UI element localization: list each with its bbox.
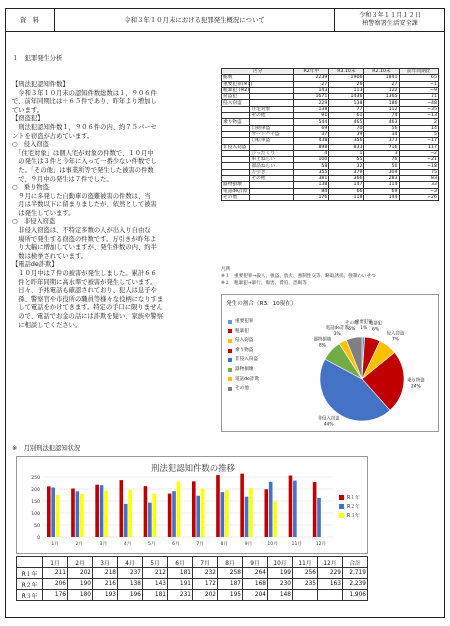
monthly-cell xyxy=(318,590,343,601)
table-cell: 重要犯罪(※1) xyxy=(223,81,253,87)
monthly-header: 8月 xyxy=(218,557,243,568)
bar xyxy=(289,476,293,537)
table-cell: 69 xyxy=(364,188,399,194)
table-cell: 75 xyxy=(399,169,438,175)
monthly-cell: 168 xyxy=(243,579,268,590)
monthly-cell: 199 xyxy=(268,568,293,579)
body-line: 刑法犯認知件数１，９０６件の内、約７５パーセ xyxy=(12,123,157,131)
monthly-header: 3月 xyxy=(93,557,118,568)
bar xyxy=(120,480,124,537)
bar-legend-swatch xyxy=(339,495,344,500)
body-line: 非侵入窃盗は、不特定多数の人が出入り自由な xyxy=(12,227,151,235)
pie-title: 発生の割合（R3．10現在） xyxy=(226,301,297,307)
body-line: で、前年同期比は＋６５件であり、昨年より増加し xyxy=(12,98,157,106)
table-header: R2.10末 xyxy=(364,69,399,75)
table-cell: 366 xyxy=(329,176,364,182)
monthly-header: 6月 xyxy=(168,557,193,568)
monthly-cell: 202 xyxy=(193,590,218,601)
x-tick: 11月 xyxy=(291,542,302,547)
monthly-cell: R２年 xyxy=(17,579,43,590)
pie-value: 8% xyxy=(318,343,326,349)
table-cell: 侵入窃盗 xyxy=(222,100,250,106)
monthly-cell: 258 xyxy=(218,568,243,579)
table-cell: 304 xyxy=(364,169,399,175)
bar xyxy=(168,494,172,537)
pie-value: 7% xyxy=(391,337,399,343)
body-line: は発生しています。 xyxy=(12,209,75,217)
body-line: 「住宅対象」は個人宅が対象の件数で、１０月中 xyxy=(12,149,154,157)
monthly-header: 12月 xyxy=(318,557,343,568)
pie-label: 乗り物盗 xyxy=(407,378,425,384)
table-cell: 381 xyxy=(294,176,329,182)
bar xyxy=(216,475,220,537)
pie-legend-item: 乗り物盗 xyxy=(228,346,259,356)
body-line: り大幅に増加していますが、発生件数の内、約半 xyxy=(12,244,157,252)
table-cell: 898 xyxy=(294,144,329,150)
bar-legend-label: R３年 xyxy=(347,514,360,519)
x-tick: 12月 xyxy=(315,542,327,547)
table-cell: 14 xyxy=(399,125,438,131)
pie-chart xyxy=(222,295,440,433)
monthly-header: 2月 xyxy=(68,557,93,568)
table-cell: 74 xyxy=(364,113,399,119)
table-cell: −17 xyxy=(399,138,438,144)
bar xyxy=(269,482,273,537)
monthly-header: 4月 xyxy=(118,557,143,568)
body-line: して電話をかけてきます。特定の手口に限りません xyxy=(12,304,163,312)
table-cell: 176 xyxy=(294,194,329,200)
table-notes xyxy=(221,266,376,287)
bar xyxy=(80,494,84,537)
y-tick: 100 xyxy=(31,512,40,517)
body-line: 令和３年１０月末の認知件数総数は１，９０６件 xyxy=(12,89,157,97)
table-cell: 自転車盗 xyxy=(250,138,294,144)
table-cell: 車上ねらい xyxy=(250,157,294,163)
pie-legend-item: その他 xyxy=(228,384,259,394)
monthly-header: 5月 xyxy=(143,557,168,568)
table-cell: −21 xyxy=(399,157,438,163)
bar xyxy=(273,501,277,537)
table-cell: −13 xyxy=(399,113,438,119)
table-cell: 147 xyxy=(329,182,364,188)
table-cell: 283 xyxy=(364,176,399,182)
x-tick: 10月 xyxy=(267,542,278,547)
monthly-cell: 180 xyxy=(68,590,93,601)
y-tick: 150 xyxy=(31,500,40,505)
monthly-cell: 218 xyxy=(93,568,118,579)
table-cell: 総数 xyxy=(222,75,250,81)
table-cell: 84 xyxy=(294,188,329,194)
table-cell: 83 xyxy=(399,176,438,182)
table-header: R3.10末 xyxy=(329,69,364,75)
monthly-cell xyxy=(293,590,318,601)
bar xyxy=(71,489,75,537)
x-tick: 5月 xyxy=(147,542,156,547)
monthly-cell: R１年 xyxy=(17,568,43,579)
table-cell: 1906 xyxy=(329,75,364,81)
table-cell: −1 xyxy=(399,81,438,87)
table-cell: −2 xyxy=(399,150,438,156)
y-tick: 0 xyxy=(37,536,40,541)
table-cell: 1 xyxy=(329,150,364,156)
doc-date: 令和３年１１月１２日 xyxy=(359,11,421,19)
table-cell: 非侵入窃盗 xyxy=(222,144,250,150)
monthly-header: 10月 xyxy=(268,557,293,568)
pie-value: 3% xyxy=(333,332,341,338)
table-cell: 138 xyxy=(294,182,329,188)
y-tick: 200 xyxy=(31,488,40,493)
monthly-row xyxy=(17,579,368,590)
x-tick: 3月 xyxy=(99,542,108,547)
bar xyxy=(56,495,60,537)
x-tick: 6月 xyxy=(172,542,180,547)
monthly-cell: 176 xyxy=(43,590,68,601)
table-row xyxy=(222,194,439,200)
bar xyxy=(196,496,200,537)
table-cell: 144 xyxy=(364,194,399,200)
table-cell: 112 xyxy=(364,106,399,112)
section-title: １ 犯罪発生分析 xyxy=(12,55,63,63)
x-tick: 7月 xyxy=(196,542,204,547)
body-line: 月は半数以下に留まりましたが、依然として被害 xyxy=(12,201,157,209)
y-tick: 50 xyxy=(34,524,40,529)
pie-legend-item: 侵入窃盗 xyxy=(228,336,259,346)
monthly-cell: 211 xyxy=(43,568,68,579)
pie-value: 1% xyxy=(360,326,368,332)
pie-chart-panel xyxy=(221,294,439,432)
monthly-cell: 216 xyxy=(93,579,118,590)
x-tick: 8月 xyxy=(220,542,229,547)
body-line: に相談してください。 xyxy=(12,321,82,329)
table-cell: 1365 xyxy=(364,94,399,100)
monthly-header: 7月 xyxy=(193,557,218,568)
table-cell: 355 xyxy=(294,169,329,175)
table-cell: ひったくり xyxy=(250,150,294,156)
table-cell: その他 xyxy=(222,194,250,200)
x-tick: 1月 xyxy=(51,542,59,547)
table-cell: 2239 xyxy=(294,75,329,81)
table-cell: 118 xyxy=(329,194,364,200)
monthly-cell: 181 xyxy=(168,568,193,579)
pie-legend-item: 重要犯罪 xyxy=(228,317,259,327)
body-line: 件と昨年同期に高水準で被害が発生しています。 xyxy=(12,278,157,286)
body-line: ントを窃盗が占めています。 xyxy=(12,132,94,140)
bar xyxy=(177,482,181,537)
body-line: 孫、警察官や市役所の職員等様々な役柄になりすま xyxy=(12,295,164,303)
table-cell: 窃盗犯 xyxy=(222,94,250,100)
table-cell: 117 xyxy=(399,144,438,150)
bar xyxy=(313,482,317,537)
monthly-cell: 206 xyxy=(43,579,68,590)
monthly-cell: 232 xyxy=(193,568,218,579)
pie-label: 非侵入窃盗 xyxy=(317,416,340,422)
pie-value: 6% xyxy=(348,326,356,332)
doc-category: 資 料 xyxy=(5,8,55,31)
monthly-cell: 187 xyxy=(218,579,243,590)
table-cell: 39 xyxy=(329,131,364,137)
pie-label: その他 xyxy=(345,320,359,326)
body-line: １０月中は７件の被害が発生しました。累計６６ xyxy=(12,270,157,278)
table-cell: 乗り物盗 xyxy=(222,119,250,125)
bar-legend-swatch xyxy=(339,513,344,518)
pie-legend-item: 粗暴犯 xyxy=(228,327,259,337)
table-cell: 1436 xyxy=(329,94,364,100)
table-cell: 1671 xyxy=(294,94,329,100)
table-cell: −9 xyxy=(399,87,438,93)
table-cell: 463 xyxy=(364,119,399,125)
table-cell: 58 xyxy=(294,163,329,169)
table-cell: 91 xyxy=(294,113,329,119)
table-cell: 器物損壊 xyxy=(222,182,250,188)
table-cell: 自動車盗 xyxy=(250,125,294,131)
table-cell: 71 xyxy=(399,94,438,100)
monthly-cell: 196 xyxy=(118,590,143,601)
table-cell: 70 xyxy=(329,125,364,131)
monthly-header: 11月 xyxy=(293,557,318,568)
monthly-cell: 138 xyxy=(118,579,143,590)
stats-table xyxy=(221,68,439,201)
monthly-cell: 2,719 xyxy=(343,568,368,579)
table-cell: 77 xyxy=(329,106,364,112)
bar xyxy=(104,491,108,537)
bar xyxy=(95,485,99,537)
bar xyxy=(47,486,51,537)
monthly-row xyxy=(17,590,368,601)
table-cell: 61 xyxy=(329,113,364,119)
monthly-cell: 235 xyxy=(293,579,318,590)
table-cell: 56 xyxy=(364,125,399,131)
doc-title: 令和３年１０月末における犯罪発生概況について xyxy=(55,8,335,31)
pie-legend-item: 電話de詐欺 xyxy=(228,375,259,385)
body-line: 【窃盗犯】 xyxy=(12,115,44,123)
pie-legend-item: 器物損壊 xyxy=(228,365,259,375)
body-line: た。「その他」は事業所等で発生した被害の件数 xyxy=(12,166,154,174)
table-cell: 438 xyxy=(294,138,329,144)
table-header: 前年同期比 xyxy=(399,69,438,75)
body-line: で、９月中の発生は７件でした。 xyxy=(12,175,113,183)
monthly-cell: 143 xyxy=(143,579,168,590)
table-cell: 373 xyxy=(364,138,399,144)
bar-legend-swatch xyxy=(339,504,344,509)
table-cell: 138 xyxy=(294,106,329,112)
monthly-header: 合計 xyxy=(343,557,368,568)
table-cell: 833 xyxy=(329,144,364,150)
monthly-header: 1月 xyxy=(43,557,68,568)
monthly-label: ※ 月別刑法犯認知状況 xyxy=(12,445,81,452)
table-cell: 122 xyxy=(364,87,399,93)
table-cell: 379 xyxy=(329,169,364,175)
bar xyxy=(192,481,196,537)
table-cell: 138 xyxy=(329,100,364,106)
table-cell: 143 xyxy=(294,87,329,93)
table-cell: 33 xyxy=(399,182,438,188)
table-cell: 55 xyxy=(329,157,364,163)
pie-value: 44% xyxy=(323,422,334,428)
monthly-cell: 256 xyxy=(293,568,318,579)
bar xyxy=(124,504,128,537)
pie-label: 侵入窃盗 xyxy=(386,331,405,337)
body-line: 数は検挙されています。 xyxy=(12,252,88,260)
doc-meta xyxy=(335,8,445,31)
table-header: 区分 xyxy=(222,69,294,75)
table-cell: オートバイ盗 xyxy=(250,131,294,137)
table-cell: 27 xyxy=(294,81,329,87)
monthly-cell: 264 xyxy=(243,568,268,579)
table-cell: −3 xyxy=(399,188,438,194)
note-1: ※１ 重要犯罪→殺人、強盗、放火、強制性交等、略取誘拐、強制わいせつ xyxy=(221,274,376,279)
table-cell: 66 xyxy=(329,188,364,194)
bar-legend-label: R２年 xyxy=(347,505,360,510)
bar xyxy=(51,488,55,537)
table-cell: その他 xyxy=(250,176,294,182)
doc-office: 柏警察署生活安全課 xyxy=(362,19,418,27)
table-cell: 113 xyxy=(329,87,364,93)
monthly-table xyxy=(16,556,368,601)
bar-chart xyxy=(17,457,369,555)
pie-label: 電話de詐欺 xyxy=(325,326,349,332)
monthly-cell: 204 xyxy=(243,590,268,601)
analysis-text xyxy=(12,38,217,329)
table-cell: 27 xyxy=(364,81,399,87)
monthly-cell: 212 xyxy=(143,568,168,579)
pie-value: 6% xyxy=(372,327,380,333)
y-tick: 250 xyxy=(31,476,40,481)
monthly-cell: 202 xyxy=(68,568,93,579)
bar xyxy=(240,474,244,537)
body-line: ○ 侵入窃盗 xyxy=(12,141,49,149)
table-cell: 26 xyxy=(329,81,364,87)
table-cell: 356 xyxy=(329,138,364,144)
table-cell: 65 xyxy=(399,75,438,81)
pie-label: 重要犯罪 xyxy=(354,320,373,326)
note-2: ※２ 粗暴犯→暴行、傷害、脅迫、恐喝等 xyxy=(221,281,307,286)
body-line: 【刑法犯認知件数】 xyxy=(12,80,69,88)
monthly-cell: 172 xyxy=(193,579,218,590)
bar xyxy=(148,503,152,537)
table-cell: 186 xyxy=(364,100,399,106)
body-line: ９月に多発した自動車の盗難被害の件数は、当 xyxy=(12,192,151,200)
monthly-cell: 191 xyxy=(168,579,193,590)
body-line: ので、電話でお金の話には詐欺を疑い、家族や警察 xyxy=(12,313,163,320)
pie-legend-item: 非侵入窃盗 xyxy=(228,355,259,365)
table-cell: 1841 xyxy=(364,75,399,81)
bar xyxy=(293,481,297,537)
table-cell: 34 xyxy=(364,131,399,137)
bar xyxy=(245,497,249,537)
monthly-cell: 231 xyxy=(168,590,193,601)
monthly-cell: 181 xyxy=(143,590,168,601)
table-cell: 100 xyxy=(294,157,329,163)
monthly-cell: 230 xyxy=(268,579,293,590)
body-line: 日々、予兆電話も確認されており、犯人は息子や xyxy=(12,287,157,295)
monthly-cell: 237 xyxy=(118,568,143,579)
x-tick: 9月 xyxy=(244,542,253,547)
x-tick: 4月 xyxy=(123,542,132,547)
table-cell: 4 xyxy=(294,150,329,156)
monthly-row xyxy=(17,568,368,579)
table-cell: 465 xyxy=(329,119,364,125)
bar-title: 刑法犯認知件数の推移 xyxy=(151,463,235,473)
body-line: の発生は３件と今年に入って一番少ない件数でし xyxy=(12,158,157,166)
body-line: ○ 非侵入窃盗 xyxy=(12,218,56,226)
table-cell: 5 xyxy=(399,131,438,137)
table-cell: 住宅対象 xyxy=(250,106,294,112)
bar xyxy=(152,494,156,537)
body-line: 場所で発生する窃盗の件数です。万引きが昨年よ xyxy=(12,235,157,243)
bar xyxy=(201,489,205,537)
bar-legend-label: R１年 xyxy=(347,496,360,501)
monthly-cell: 148 xyxy=(268,590,293,601)
table-cell: −18 xyxy=(399,163,438,169)
note-legend: 凡例 xyxy=(221,267,231,272)
monthly-cell: 190 xyxy=(68,579,93,590)
body-line: 【電話de詐欺】 xyxy=(12,261,58,269)
document-header xyxy=(5,8,445,32)
bar xyxy=(100,485,104,537)
table-cell: 3 xyxy=(364,150,399,156)
monthly-cell: 2,239 xyxy=(343,579,368,590)
table-cell: 229 xyxy=(294,100,329,106)
table-cell: 114 xyxy=(364,182,399,188)
table-cell: −26 xyxy=(399,194,438,200)
monthly-header xyxy=(17,557,43,568)
bar xyxy=(76,491,80,537)
bar xyxy=(128,490,132,537)
monthly-cell: 1,906 xyxy=(343,590,368,601)
table-cell: 万引き xyxy=(250,169,294,175)
bar xyxy=(144,486,148,537)
pie-label: 粗暴犯 xyxy=(368,321,383,327)
bar xyxy=(172,491,176,537)
monthly-cell: 193 xyxy=(93,590,118,601)
bar xyxy=(249,488,253,537)
table-cell: 部品ねらい xyxy=(250,163,294,169)
table-cell: 50 xyxy=(364,163,399,169)
table-cell: 粗暴犯 (※2) xyxy=(223,88,250,94)
table-cell: 69 xyxy=(294,125,329,131)
bar-chart-panel xyxy=(16,456,368,554)
table-cell: −35 xyxy=(399,106,438,112)
table-cell xyxy=(250,194,294,200)
table-cell: −48 xyxy=(399,100,438,106)
pie-label: 器物損壊 xyxy=(313,337,332,343)
body-line: ○ 乗り物盗 xyxy=(12,184,49,192)
table-cell: その他 xyxy=(250,113,294,119)
monthly-cell: R３年 xyxy=(17,590,43,601)
table-cell: 544 xyxy=(294,119,329,125)
monthly-cell: 163 xyxy=(318,579,343,590)
monthly-cell: 229 xyxy=(318,568,343,579)
x-tick: 2月 xyxy=(75,542,84,547)
pie-value: 24% xyxy=(410,384,421,390)
bar xyxy=(317,498,321,537)
table-cell: 32 xyxy=(329,163,364,169)
table-cell: 電話de詐欺 xyxy=(222,188,250,194)
body-line: ています。 xyxy=(12,106,43,114)
table-cell: 716 xyxy=(364,144,399,150)
bar xyxy=(225,490,229,537)
table-cell: 2 xyxy=(399,119,438,125)
table-header: R2年中 xyxy=(294,69,329,75)
bar xyxy=(265,489,269,537)
table-cell: 76 xyxy=(364,157,399,163)
table-cell: 37 xyxy=(294,131,329,137)
bar xyxy=(221,492,225,537)
monthly-header: 9月 xyxy=(243,557,268,568)
monthly-cell: 195 xyxy=(218,590,243,601)
